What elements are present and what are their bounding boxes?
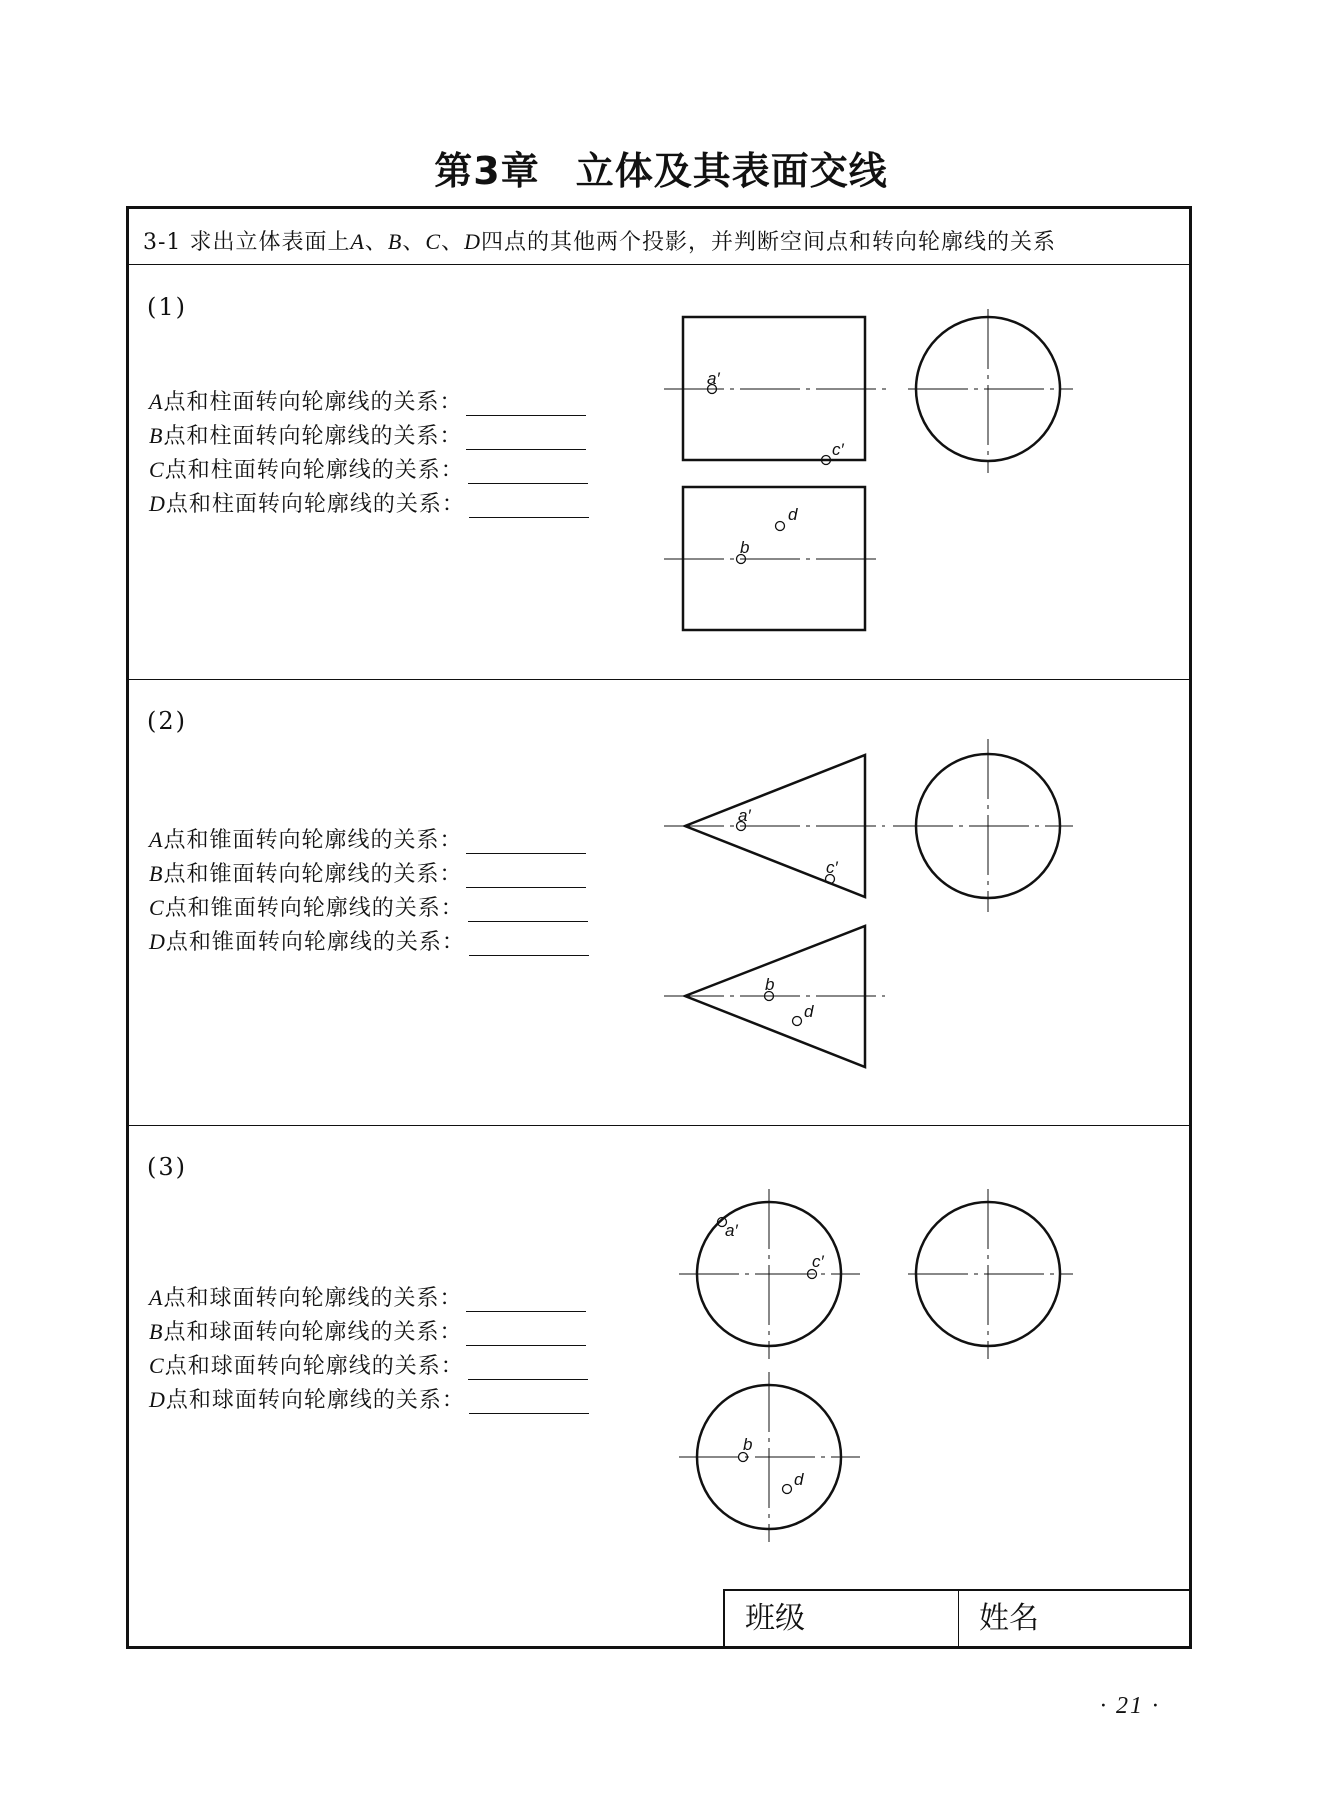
point-label-b: b xyxy=(740,538,750,557)
point-d-marker xyxy=(783,1485,792,1494)
chapter-title xyxy=(0,140,1322,195)
point-label-c: c′ xyxy=(812,1252,824,1271)
point-d-marker xyxy=(776,522,785,531)
cylinder-top-view xyxy=(664,487,877,630)
question-line: A点和球面转向轮廓线的关系： xyxy=(149,1281,586,1315)
cone-top-view xyxy=(664,926,885,1067)
projection-drawings xyxy=(129,209,1195,1652)
question-line: C点和柱面转向轮廓线的关系： xyxy=(149,453,588,487)
exercise-frame xyxy=(126,206,1192,1649)
question-line: D点和锥面转向轮廓线的关系： xyxy=(149,925,589,959)
point-label-a: a′ xyxy=(725,1221,738,1240)
question-line: A点和柱面转向轮廓线的关系： xyxy=(149,385,586,419)
question-line: D点和球面转向轮廓线的关系： xyxy=(149,1383,589,1417)
point-label-d: d xyxy=(794,1470,804,1489)
point-label-a: a′ xyxy=(707,369,720,388)
name-field[interactable]: 姓名 xyxy=(979,1601,1039,1636)
point-d-marker xyxy=(793,1017,802,1026)
question-line: C点和锥面转向轮廓线的关系： xyxy=(149,891,588,925)
section-label-1: (1) xyxy=(147,293,187,321)
question-line: A点和锥面转向轮廓线的关系： xyxy=(149,823,586,857)
point-label-d: d xyxy=(788,505,798,524)
point-label-c: c′ xyxy=(826,858,838,877)
cone-front-view xyxy=(664,755,885,897)
question-line: B点和锥面转向轮廓线的关系： xyxy=(149,857,586,891)
sphere-top-view xyxy=(679,1372,860,1542)
point-label-b: b xyxy=(765,975,775,994)
cone-side-view xyxy=(893,739,1073,912)
chapter-number: 第3章 xyxy=(434,149,540,193)
signature-box xyxy=(723,1589,1192,1649)
section-label-2: (2) xyxy=(147,707,187,735)
cylinder-side-view xyxy=(908,309,1073,473)
chapter-name: 立体及其表面交线 xyxy=(575,149,888,193)
point-label-d: d xyxy=(804,1002,814,1021)
sphere-front-view xyxy=(679,1189,860,1359)
sphere-side-view xyxy=(908,1189,1073,1359)
exercise-statement: 3-1 求出立体表面上A、B、C、D四点的其他两个投影，并判断空间点和转向轮廓线的关系 xyxy=(143,229,1056,255)
question-line: D点和柱面转向轮廓线的关系： xyxy=(149,487,589,521)
question-line: B点和球面转向轮廓线的关系： xyxy=(149,1315,586,1349)
question-line: B点和柱面转向轮廓线的关系： xyxy=(149,419,586,453)
point-label-b: b xyxy=(743,1435,753,1454)
page-number: · 21 · xyxy=(1100,1693,1160,1719)
cylinder-front-view xyxy=(664,317,887,460)
question-line: C点和球面转向轮廓线的关系： xyxy=(149,1349,588,1383)
point-label-c: c′ xyxy=(832,440,844,459)
point-label-a: a′ xyxy=(738,806,751,825)
class-field[interactable]: 班级 xyxy=(725,1591,959,1649)
section-label-3: (3) xyxy=(147,1153,187,1181)
